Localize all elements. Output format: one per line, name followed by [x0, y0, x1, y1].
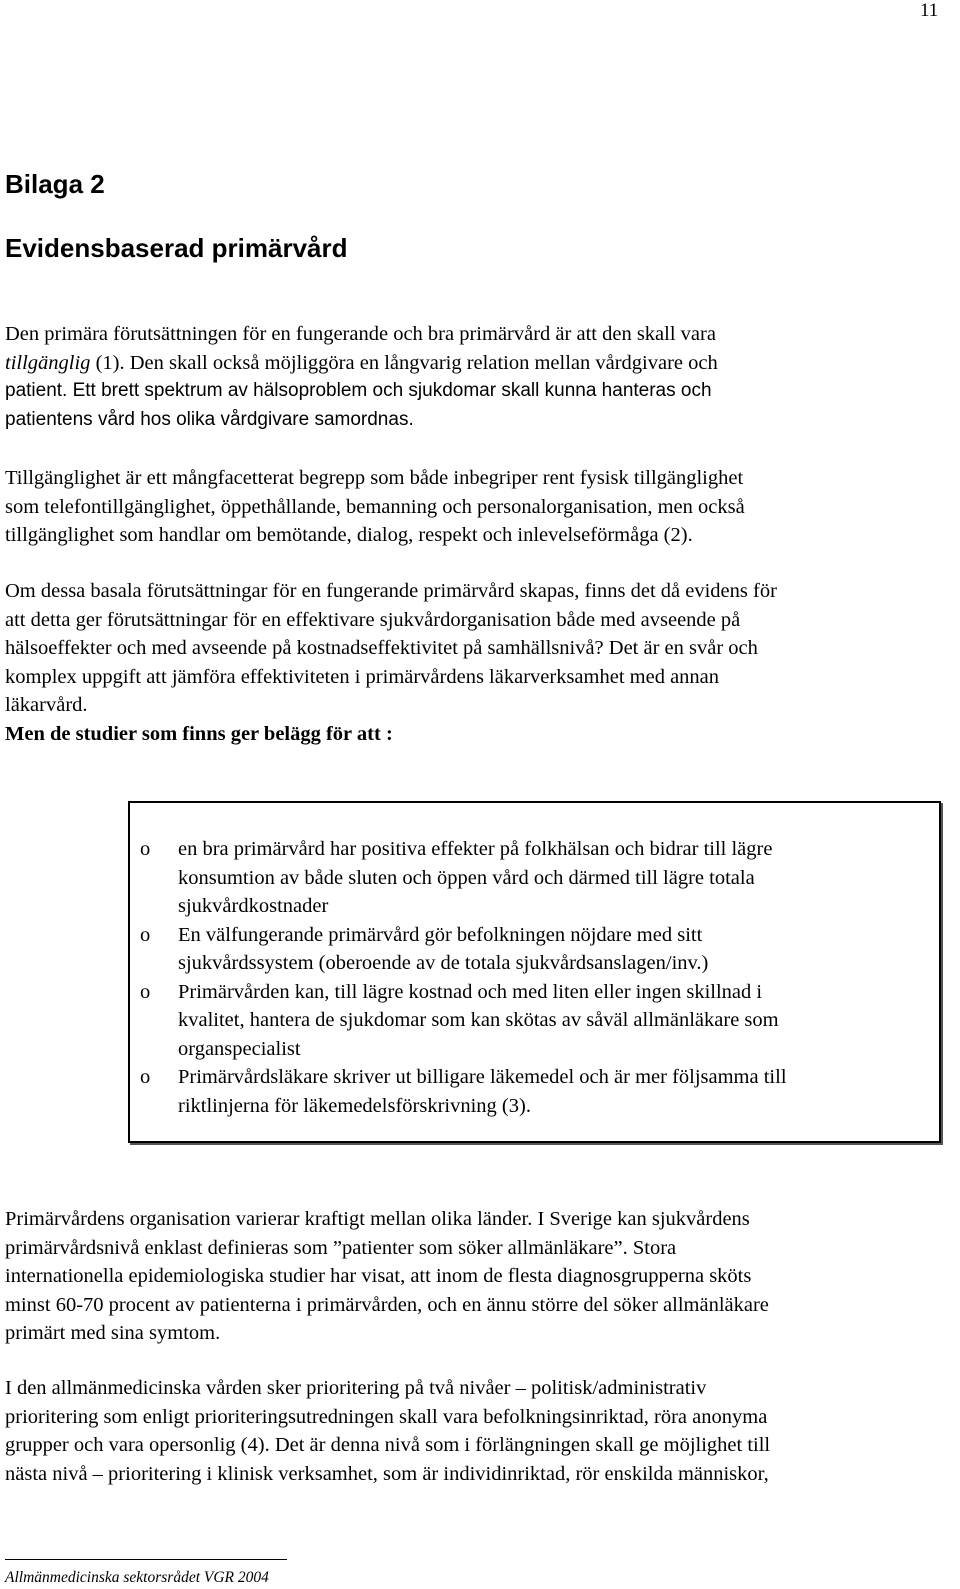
- list-item-line: sjukvårdkostnader: [178, 895, 329, 917]
- paragraph-organisation: [5, 1205, 940, 1348]
- page-number: 11: [920, 0, 939, 21]
- bullet-marker: o: [140, 923, 151, 946]
- paragraph-line: hälsoeffekter och med avseende på kostnadseffektivitet på samhällsnivå? Det är en svår och: [5, 637, 758, 659]
- bullet-marker: o: [140, 1066, 151, 1088]
- evidence-lead-in: Men de studier som finns ger belägg för att :: [5, 722, 393, 745]
- list-item-line: organspecialist: [178, 1037, 301, 1060]
- list-item-line: kvalitet, hantera de sjukdomar som kan skötas av såväl allmänläkare som: [178, 1009, 779, 1031]
- paragraph-line: nästa nivå – prioritering i klinisk verksamhet, som är individinriktad, rör enskilda människor,: [5, 1462, 769, 1485]
- paragraph-line: minst 60-70 procent av patienterna i primärvården, och en ännu större del söker allmänläkare: [5, 1293, 769, 1316]
- paragraph-line: som telefontillgänglighet, öppethållande, bemanning och personalorganisation, men också: [5, 495, 745, 518]
- paragraph-line: tillgänglighet som handlar om bemötande, dialog, respekt och inlevelseförmåga (2).: [5, 524, 693, 546]
- list-item-text: [178, 1063, 787, 1120]
- paragraph-line: prioritering som enligt prioriteringsutredningen skall vara befolkningsinriktad, röra anonyma: [5, 1405, 768, 1428]
- evidence-box: [128, 801, 941, 1143]
- list-item: [130, 1063, 787, 1120]
- paragraph-line-rest: (1). Den skall också möjliggöra en långvarig relation mellan vårdgivare och: [90, 351, 718, 374]
- paragraph-line: patientens vård hos olika vårdgivare samordnas.: [5, 408, 414, 430]
- paragraph-prioritisation: [5, 1374, 940, 1488]
- paragraph-line: primärt med sina symtom.: [5, 1322, 221, 1344]
- list-item: [130, 835, 787, 921]
- list-item-line: en bra primärvård har positiva effekter på folkhälsan och bidrar till lägre: [178, 838, 773, 860]
- page-title: Evidensbaserad primärvård: [5, 233, 348, 263]
- list-item-text: [178, 978, 787, 1064]
- list-item: [130, 978, 787, 1064]
- bullet-marker: o: [140, 980, 151, 1003]
- paragraph-line: I den allmänmedicinska vården sker prioritering på två nivåer – politisk/administrativ: [5, 1377, 707, 1399]
- list-item-text: [178, 835, 787, 921]
- emphasis-text: tillgänglig: [5, 351, 91, 374]
- paragraph-line: Tillgänglighet är ett mångfacetterat begrepp som både inbegriper rent fysisk tillgänglighet: [5, 467, 744, 489]
- appendix-heading: Bilaga 2: [5, 169, 105, 199]
- paragraph-line: patient. Ett brett spektrum av hälsoproblem och sjukdomar skall kunna hanteras och: [5, 380, 712, 401]
- footer-rule: [5, 1559, 287, 1560]
- paragraph-line: internationella epidemiologiska studier har visat, att inom de flesta diagnosgrupperna sköts: [5, 1265, 752, 1287]
- paragraph-line: läkarvård.: [5, 694, 88, 716]
- paragraph-accessibility-intro: [5, 320, 940, 434]
- paragraph-line: att detta ger förutsättningar för en effektivare sjukvårdorganisation både med avseende på: [5, 608, 741, 631]
- page-footer: Allmänmedicinska sektorsrådet VGR 2004: [5, 1569, 269, 1586]
- paragraph-line: grupper och vara opersonlig (4). Det är denna nivå som i förlängningen skall ge möjlighet till: [5, 1434, 771, 1456]
- bullet-marker: o: [140, 838, 151, 860]
- list-item-line: konsumtion av både sluten och öppen vård och därmed till lägre totala: [178, 866, 755, 889]
- list-item-text: [178, 921, 787, 978]
- paragraph-line: primärvårdsnivå enklast definieras som ”patienter som söker allmänläkare”. Stora: [5, 1236, 677, 1259]
- list-item-line: En välfungerande primärvård gör befolkningen nöjdare med sitt: [178, 923, 703, 946]
- paragraph-line: Primärvårdens organisation varierar kraftigt mellan olika länder. I Sverige kan sjukvårdens: [5, 1208, 750, 1230]
- list-item-line: sjukvårdssystem (oberoende av de totala sjukvårdsanslagen/inv.): [178, 952, 709, 974]
- paragraph-line: [5, 349, 940, 378]
- paragraph-evidence-question: [5, 577, 940, 748]
- paragraph-line: Om dessa basala förutsättningar för en fungerande primärvård skapas, finns det då evidens för: [5, 580, 777, 602]
- list-item-line: Primärvården kan, till lägre kostnad och med liten eller ingen skillnad i: [178, 980, 763, 1003]
- evidence-list: [130, 835, 787, 1120]
- paragraph-line: Den primära förutsättningen för en fungerande och bra primärvård är att den skall vara: [5, 323, 716, 345]
- list-item-line: riktlinjerna för läkemedelsförskrivning (3).: [178, 1094, 531, 1117]
- paragraph-accessibility-definition: [5, 464, 940, 550]
- list-item-line: Primärvårdsläkare skriver ut billigare läkemedel och är mer följsamma till: [178, 1066, 787, 1088]
- list-item: [130, 921, 787, 978]
- paragraph-line: komplex uppgift att jämföra effektiviteten i primärvårdens läkarverksamhet med annan: [5, 665, 720, 688]
